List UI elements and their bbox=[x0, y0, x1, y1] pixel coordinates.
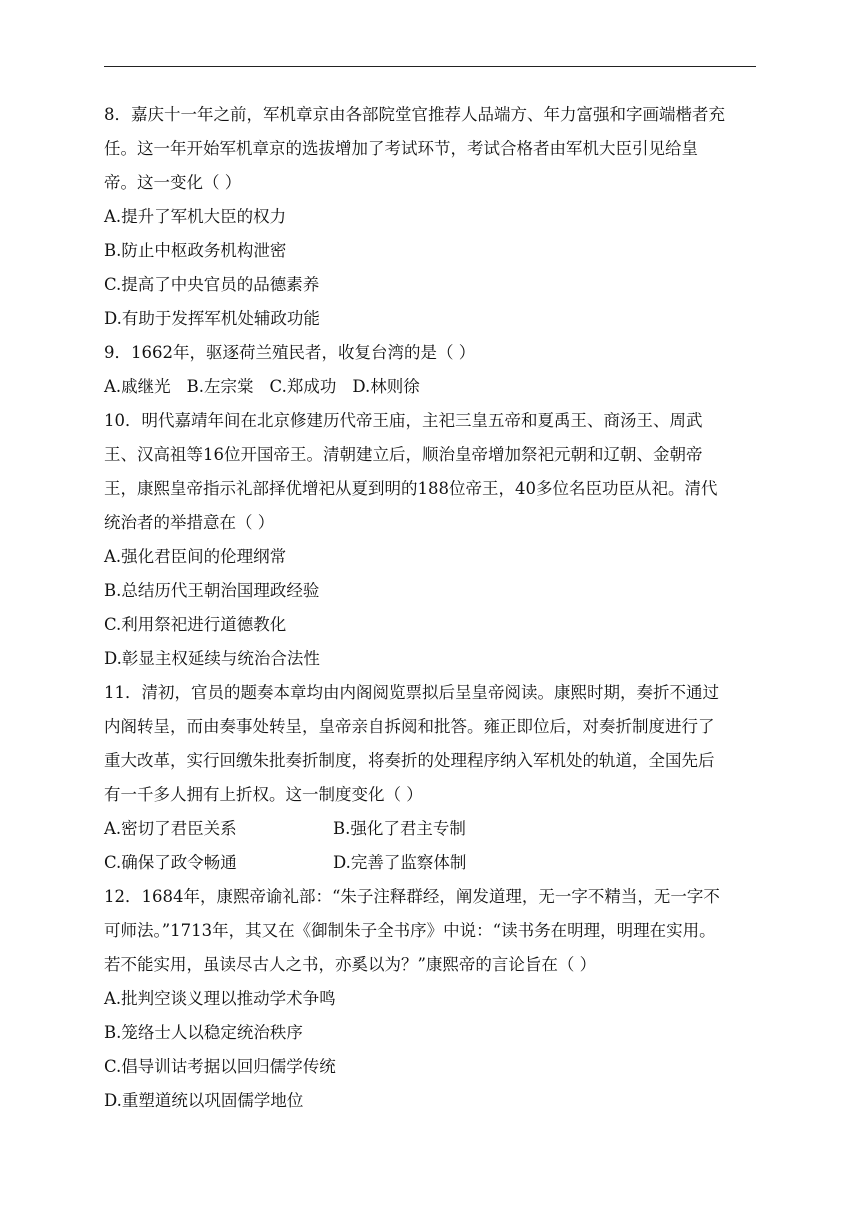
header-rule bbox=[104, 66, 756, 67]
question-stem-line: 可师法。”1713年，其又在《御制朱子全书序》中说：“读书务在明理，明理在实用。 bbox=[104, 921, 716, 940]
question-stem-line: 王、汉高祖等16位开国帝王。清朝建立后，顺治皇帝增加祭祀元朝和辽朝、金朝帝 bbox=[104, 445, 703, 464]
option-d: D.有助于发挥军机处辅政功能 bbox=[104, 309, 320, 328]
question-stem-line: 10．明代嘉靖年间在北京修建历代帝王庙，主祀三皇五帝和夏禹王、商汤王、周武 bbox=[104, 411, 703, 430]
option-c: C.确保了政令畅通 bbox=[104, 853, 237, 872]
option-c: C.提高了中央官员的品德素养 bbox=[104, 275, 320, 294]
option-a: A.提升了军机大臣的权力 bbox=[104, 207, 287, 226]
question-stem-line: 任。这一年开始军机章京的选拔增加了考试环节，考试合格者由军机大臣引见给皇 bbox=[104, 139, 698, 158]
option-a: A.批判空谈义理以推动学术争鸣 bbox=[104, 989, 336, 1008]
question-10 bbox=[104, 404, 756, 676]
option-a: A.强化君臣间的伦理纲常 bbox=[104, 547, 287, 566]
options-row bbox=[104, 846, 756, 880]
option-b: B.防止中枢政务机构泄密 bbox=[104, 241, 287, 260]
question-stem-line: 8．嘉庆十一年之前，军机章京由各部院堂官推荐人品端方、年力富强和字画端楷者充 bbox=[104, 105, 725, 124]
question-stem-line: 12．1684年，康熙帝谕礼部：“朱子注释群经，阐发道理，无一字不精当，无一字不 bbox=[104, 887, 720, 906]
question-stem-line: 9．1662年，驱逐荷兰殖民者，收复台湾的是（ ） bbox=[104, 343, 476, 362]
option-c: C.郑成功 bbox=[269, 377, 337, 396]
option-a: A.戚继光 bbox=[104, 377, 171, 396]
question-list bbox=[104, 98, 756, 1118]
option-b: B.总结历代王朝治国理政经验 bbox=[104, 581, 320, 600]
option-d: D.完善了监察体制 bbox=[333, 853, 467, 872]
question-stem-line: 帝。这一变化（ ） bbox=[104, 173, 242, 192]
question-9 bbox=[104, 336, 756, 404]
option-d: D.重塑道统以巩固儒学地位 bbox=[104, 1091, 304, 1110]
question-stem-line: 有一千多人拥有上折权。这一制度变化（ ） bbox=[104, 785, 423, 804]
option-b: B.强化了君主专制 bbox=[333, 819, 466, 838]
option-a: A.密切了君臣关系 bbox=[104, 819, 237, 838]
question-stem-line: 重大改革，实行回缴朱批奏折制度，将奏折的处理程序纳入军机处的轨道，全国先后 bbox=[104, 751, 715, 770]
option-d: D.彰显主权延续与统治合法性 bbox=[104, 649, 320, 668]
option-b: B.左宗棠 bbox=[186, 377, 254, 396]
option-b: B.笼络士人以稳定统治秩序 bbox=[104, 1023, 303, 1042]
question-stem-line: 内阁转呈，而由奏事处转呈，皇帝亲自拆阅和批答。雍正即位后，对奏折制度进行了 bbox=[104, 717, 715, 736]
question-8 bbox=[104, 98, 756, 336]
option-d: D.林则徐 bbox=[352, 377, 420, 396]
question-stem-line: 若不能实用，虽读尽古人之书，亦奚以为？”康熙帝的言论旨在（ ） bbox=[104, 955, 597, 974]
question-stem-line: 王，康熙皇帝指示礼部择优增祀从夏到明的188位帝王，40多位名臣功臣从祀。清代 bbox=[104, 479, 718, 498]
options-row bbox=[104, 370, 756, 404]
options-row bbox=[104, 812, 756, 846]
option-c: C.倡导训诂考据以回归儒学传统 bbox=[104, 1057, 336, 1076]
question-11 bbox=[104, 676, 756, 880]
option-c: C.利用祭祀进行道德教化 bbox=[104, 615, 287, 634]
question-stem-line: 统治者的举措意在（ ） bbox=[104, 513, 275, 532]
question-12 bbox=[104, 880, 756, 1118]
question-stem-line: 11．清初，官员的题奏本章均由内阁阅览票拟后呈皇帝阅读。康熙时期，奏折不通过 bbox=[104, 683, 719, 702]
